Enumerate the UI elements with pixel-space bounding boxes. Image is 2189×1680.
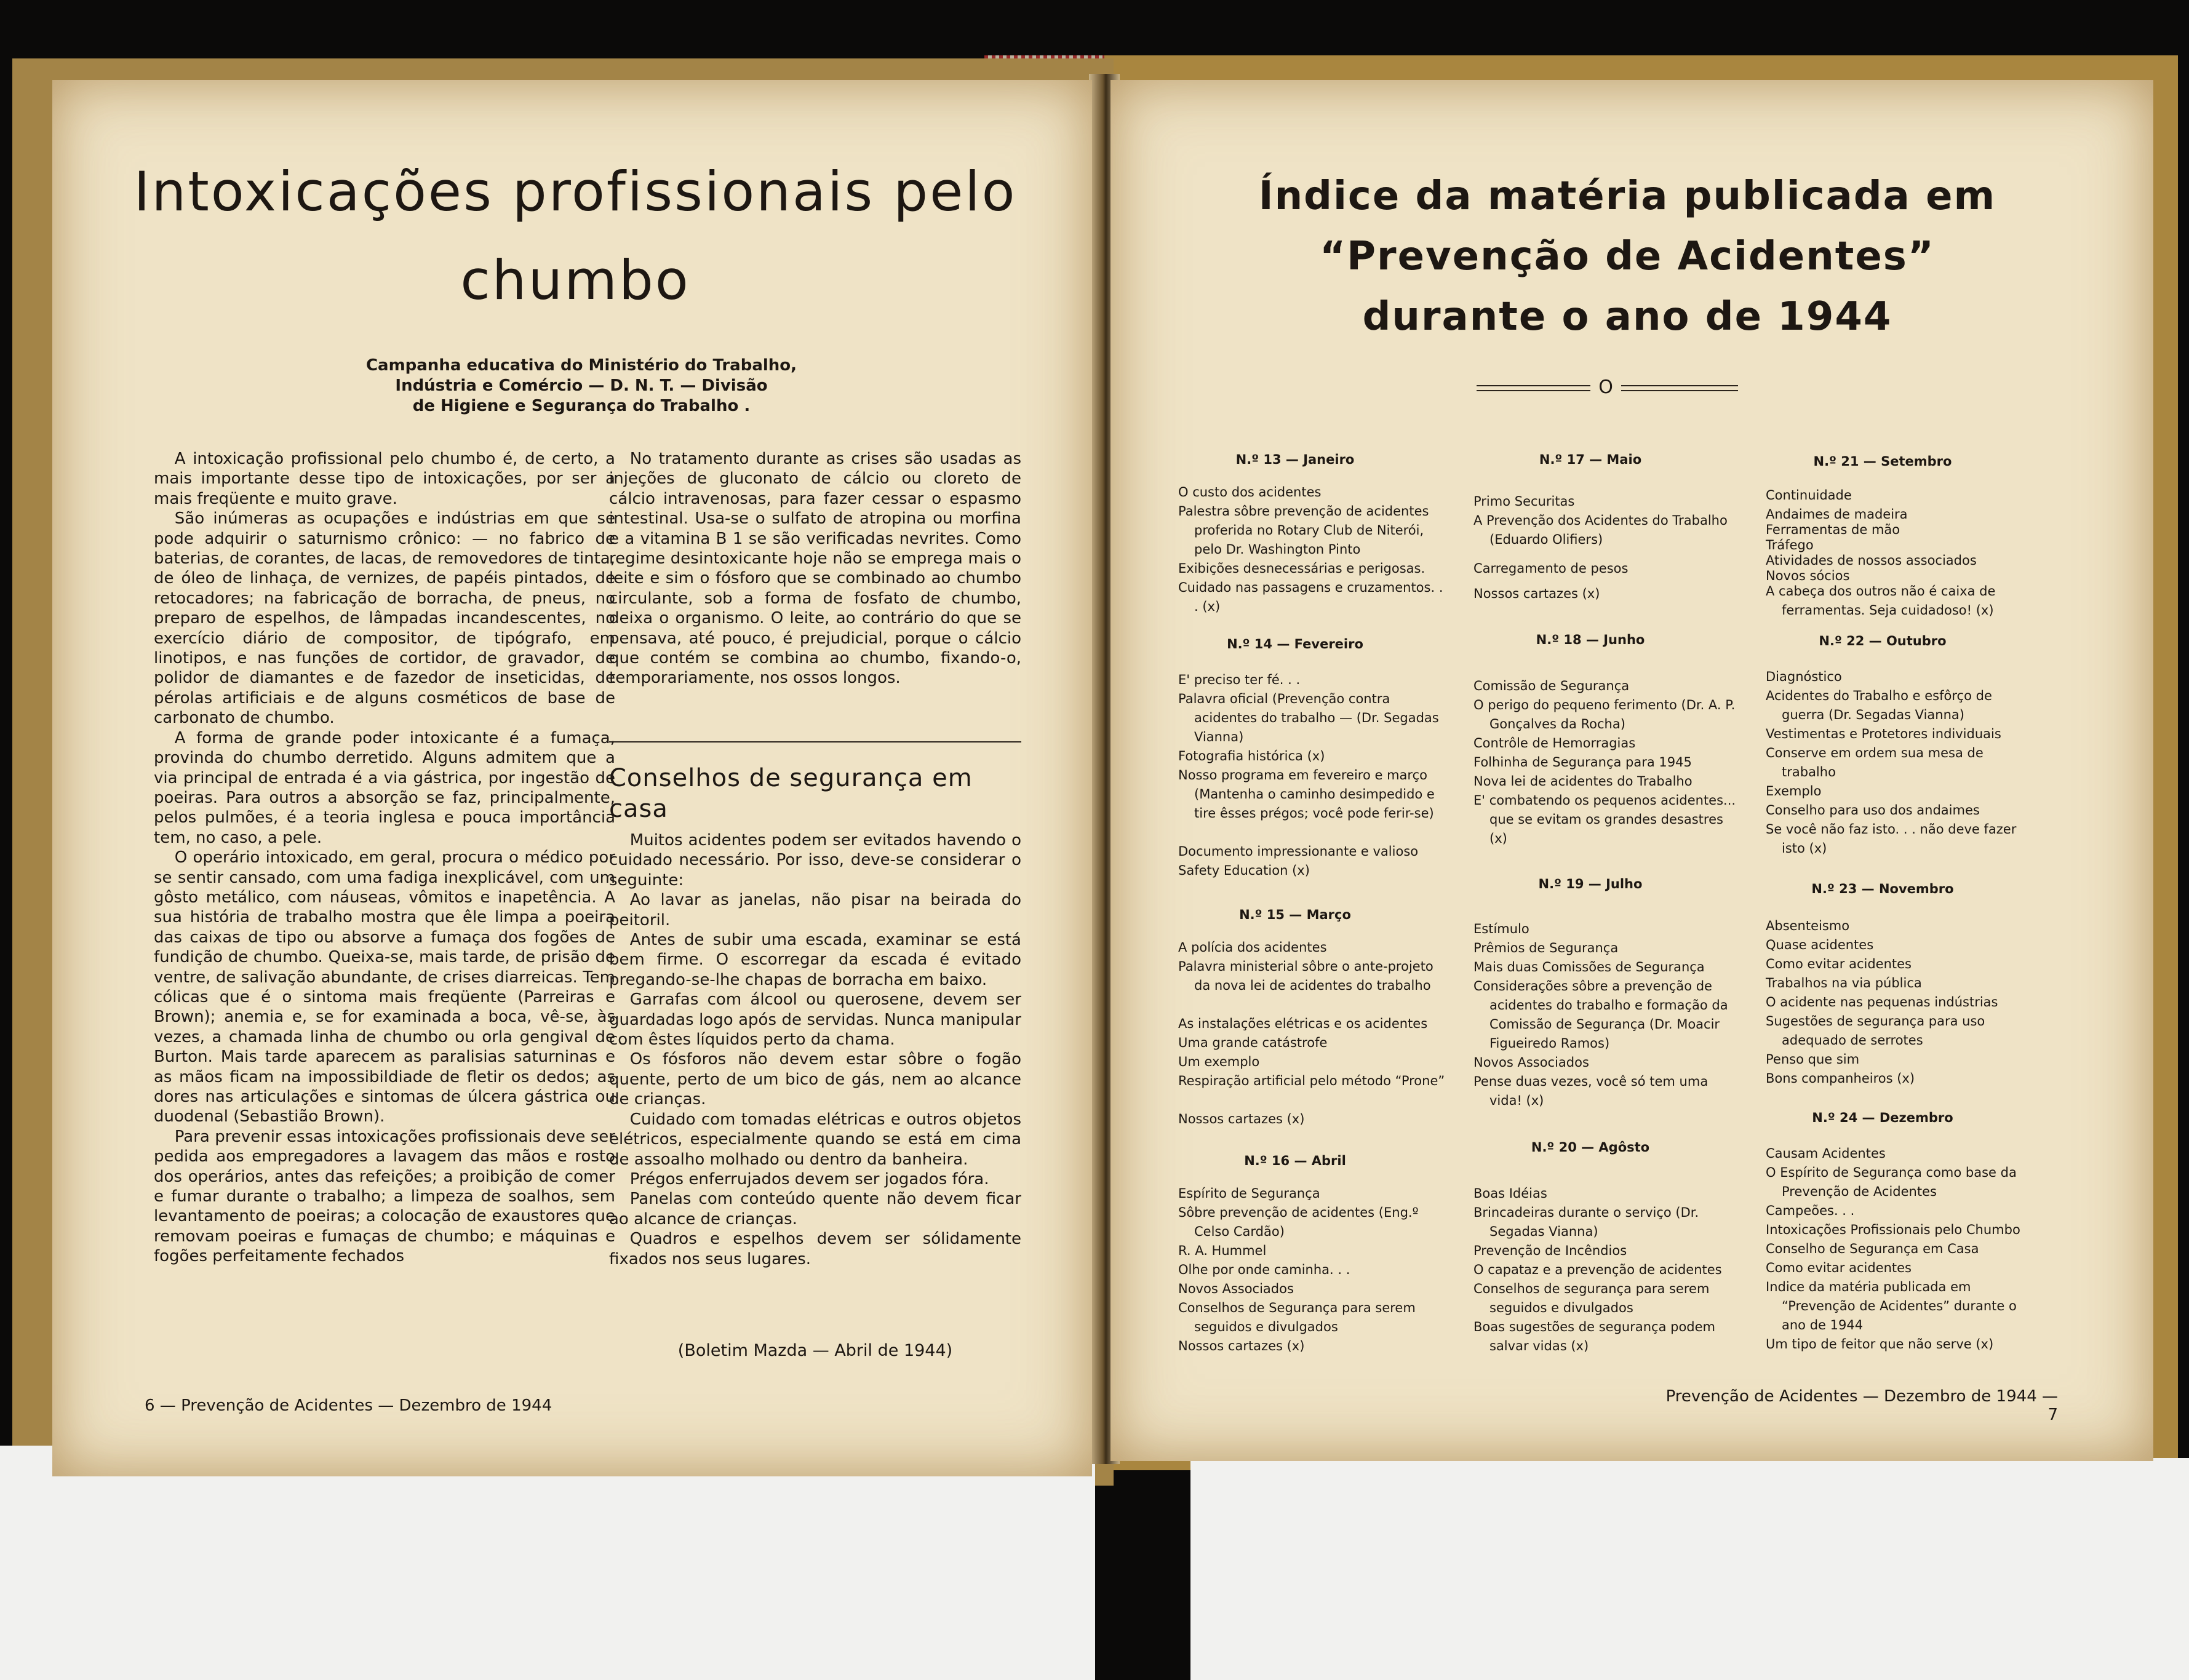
- issue-heading: N.º 13 — Janeiro: [1235, 452, 1355, 467]
- right-page: [1110, 80, 2153, 1461]
- section-title: Conselhos de segurança em casa: [609, 764, 973, 823]
- paragraph: Prégos enferrujados devem ser jogados fóra.: [629, 1169, 989, 1188]
- index-entry: Como evitar acidentes: [1766, 1260, 1912, 1275]
- index-entry: Considerações sôbre a prevenção de acidentes do trabalho e formação da Comissão de Segurança (Dr. Moacir Figueiredo Ramos): [1473, 979, 1728, 1051]
- index-entry: O acidente nas pequenas indústrias: [1766, 995, 1998, 1009]
- subtitle-line: Campanha educativa do Ministério do Trabalho,: [365, 356, 797, 375]
- paragraph: São inúmeras as ocupações e indústrias em que se pode adquirir o saturnismo crônico: — no fabrico de baterias, de corantes, de lacas, de removedores de tinta, de óleo de linhaça, de vernizes, de papéis pintados, de retocadores; na fabricação de borracha, de pneus, no preparo de espelhos, de lâmpadas incandescentes, no exercício diário de compositor, de tipógrafo, em linotipos, e nas funções de cortidor, de gravador, de polidor de diamantes e de fazedor de inseticidas, de pérolas artificiais e de alguns cosméticos de base de carbonato de chumbo.: [154, 509, 615, 728]
- index-entry: Nova lei de acidentes do Trabalho: [1473, 774, 1693, 789]
- section-rule: [609, 741, 1021, 742]
- index-entry: Exibições desnecessárias e perigosas.: [1178, 561, 1425, 576]
- paragraph: Os fósforos não devem estar sôbre o fogão quente, perto de um bico de gás, nem ao alcance de crianças.: [609, 1050, 1021, 1109]
- index-title-line: Índice da matéria publicada em: [1258, 173, 1996, 219]
- paragraph: Para prevenir essas intoxicações profissionais deve ser pedida aos empregadores a lavagem das mãos e rosto dos operários, antes das refeições; a proibição de comer e fumar durante o trabalho; a limpeza de soalhos, sem levantamento de poeiras; a colocação de exaustores que removam poeiras e fumaças de chumbo; e máquinas e fogões perfeitamente fechados: [154, 1127, 615, 1266]
- issue-heading: N.º 23 — Novembro: [1811, 882, 1954, 896]
- index-entry: Documento impressionante e valioso: [1178, 844, 1419, 859]
- page-footer: 6 — Prevenção de Acidentes — Dezembro de 1944: [145, 1396, 552, 1415]
- index-entry: Um tipo de feitor que não serve (x): [1766, 1337, 1994, 1352]
- index-entry: A polícia dos acidentes: [1178, 940, 1327, 955]
- index-entry: Uma grande catástrofe: [1178, 1035, 1328, 1050]
- index-entry: Prevenção de Incêndios: [1473, 1243, 1627, 1258]
- index-entry: Bons companheiros (x): [1766, 1071, 1915, 1086]
- index-entry: Quase acidentes: [1766, 938, 1874, 952]
- paragraph: A forma de grande poder intoxicante é a fumaça, provinda do chumbo derretido. Alguns admitem que a via principal de entrada é a via gástrica, por ingestão de poeiras. Para outros a absorção se faz, principalmente, pelos pulmões, é a teoria inglesa e pouca importância tem, no caso, a pele.: [154, 728, 615, 847]
- index-entry: Acidentes do Trabalho e esfôrço de guerra (Dr. Segadas Vianna): [1766, 688, 1992, 722]
- article-source: (Boletim Mazda — Abril de 1944): [677, 1341, 953, 1360]
- paragraph: Panelas com conteúdo quente não devem ficar ao alcance de crianças.: [609, 1190, 1021, 1228]
- index-entry: Carregamento de pesos: [1473, 561, 1629, 576]
- ornament-glyph: O: [1598, 376, 1613, 398]
- index-entry: Palavra ministerial sôbre o ante-projeto da nova lei de acidentes do trabalho: [1178, 959, 1433, 993]
- index-entry: Se você não faz isto. . . não deve fazer isto (x): [1766, 822, 2017, 856]
- index-title-line: “Prevenção de Acidentes”: [1320, 234, 1935, 279]
- index-entry: Novos Associados: [1178, 1281, 1294, 1296]
- page-footer: Prevenção de Acidentes — Dezembro de 1944 — 7: [1665, 1387, 2058, 1424]
- index-entry: Nossos cartazes (x): [1473, 586, 1600, 601]
- index-entry: Comissão de Segurança: [1473, 679, 1630, 693]
- subtitle-line: de Higiene e Segurança do Trabalho .: [412, 397, 751, 415]
- index-entry: As instalações elétricas e os acidentes: [1178, 1016, 1428, 1031]
- index-entry: Nosso programa em fevereiro e março (Mantenha o caminho desimpedido e tire êsses prégos; você pode ferir-se): [1178, 768, 1435, 821]
- index-entry: Trabalhos na via pública: [1766, 976, 1922, 990]
- index-entry: Conselhos de Segurança para serem seguidos e divulgados: [1178, 1300, 1416, 1334]
- white-strip-right: [1190, 1458, 2189, 1680]
- index-entry: Andaimes de madeira: [1766, 507, 1908, 522]
- issue-heading: N.º 22 — Outubro: [1819, 634, 1947, 648]
- paragraph: Antes de subir uma escada, examinar se está bem firme. O escorregar da escada é evitado pregando-se-lhe chapas de borracha em baixo.: [609, 931, 1021, 989]
- index-entry: Folhinha de Segurança para 1945: [1473, 755, 1692, 770]
- page-title: Intoxicações profissionais pelo chumbo: [134, 160, 1017, 312]
- index-title: [1184, 166, 2070, 347]
- white-strip-left: [0, 1446, 1095, 1680]
- index-entry: Contrôle de Hemorragias: [1473, 736, 1636, 750]
- index-entry: Cuidado nas passagens e cruzamentos. . . (x): [1178, 580, 1443, 614]
- paragraph: Garrafas com álcool ou querosene, devem ser guardadas logo após de servidas. Nunca manipular com êstes líquidos perto da chama.: [609, 990, 1021, 1049]
- index-entry: Palavra oficial (Prevenção contra acidentes do trabalho — (Dr. Segadas Vianna): [1178, 691, 1439, 744]
- index-entry: Olhe por onde caminha. . .: [1178, 1262, 1350, 1277]
- left-page: [52, 80, 1092, 1476]
- column-1: [154, 449, 615, 1267]
- index-entry: Novos Associados: [1473, 1055, 1589, 1070]
- index-entry: Como evitar acidentes: [1766, 957, 1912, 971]
- index-entry: Estímulo: [1473, 922, 1529, 936]
- issue-heading: N.º 17 — Maio: [1539, 452, 1642, 467]
- index-entry: Prêmios de Segurança: [1473, 941, 1619, 955]
- paragraph: O operário intoxicado, em geral, procura o médico por se sentir cansado, com uma fadiga inexplicável, com um gôsto metálico, com náuseas, vômitos e inapetência. A sua história de trabalho mostra que êle limpa a poeira das caixas de tipo ou absorve a fumaça dos fogões de fundição de chumbo. Queixa-se, mais tarde, de prisão de ventre, de salivação abundante, de crises diarreicas. Tem cólicas que é o sintoma mais freqüente (Parreiras e Brown); anemia e, se for examinada a boca, vê-se, às vezes, a chamada linha de chumbo ou orla gengival de Burton. Mais tarde aparecem as paralisias saturninas e as mãos ficam na impossibildiade de fletir os dedos; as dores nas articulações e sintomas de úlcera gástrica ou duodenal (Sebastião Brown).: [154, 848, 615, 1126]
- paragraph: Muitos acidentes podem ser evitados havendo o cuidado necessário. Por isso, deve-se considerar o seguinte:: [609, 831, 1021, 890]
- index-title-line: durante o ano de 1944: [1362, 294, 1892, 340]
- index-entry: A Prevenção dos Acidentes do Trabalho (Eduardo Olifiers): [1473, 513, 1728, 547]
- issue-heading: N.º 15 — Março: [1239, 907, 1351, 922]
- index-entry: Continuidade: [1766, 488, 1852, 503]
- index-entry: Exemplo: [1766, 784, 1822, 798]
- index-entry: Atividades de nossos associados: [1766, 553, 1977, 568]
- index-entry: Espírito de Segurança: [1178, 1186, 1320, 1201]
- index-entry: Ferramentas de mão: [1766, 522, 1900, 537]
- index-entry: Absenteismo: [1766, 918, 1850, 933]
- index-entry: Conserve em ordem sua mesa de trabalho: [1766, 746, 1984, 779]
- subtitle-block: [329, 356, 834, 416]
- column-2-top: [609, 449, 1021, 688]
- index-entry: O capataz e a prevenção de acidentes: [1473, 1262, 1722, 1277]
- index-entry: Brincadeiras durante o serviço (Dr. Segadas Vianna): [1473, 1205, 1699, 1239]
- index-entry: Fotografia histórica (x): [1178, 749, 1325, 763]
- index-entry: Campeões. . .: [1766, 1203, 1855, 1218]
- subtitle-line: Indústria e Comércio — D. N. T. — Divisão: [395, 376, 768, 395]
- column-2-section: [609, 830, 1021, 1269]
- issue-heading: N.º 24 — Dezembro: [1812, 1110, 1953, 1125]
- paragraph: Cuidado com tomadas elétricas e outros objetos elétricos, especialmente quando se está em cima de assoalho molhado ou dentro da banheira.: [609, 1110, 1021, 1169]
- index-entry: Boas Idéias: [1473, 1186, 1547, 1201]
- index-entry: O Espírito de Segurança como base da Prevenção de Acidentes: [1766, 1165, 2017, 1199]
- index-entry: Nossos cartazes (x): [1178, 1112, 1305, 1126]
- ornament-line: [1621, 385, 1738, 391]
- index-entry: O perigo do pequeno ferimento (Dr. A. P. Gonçalves da Rocha): [1473, 698, 1736, 731]
- index-entry: Intoxicações Profissionais pelo Chumbo: [1766, 1222, 2020, 1237]
- index-entry: Mais duas Comissões de Segurança: [1473, 960, 1705, 974]
- index-entry: Respiração artificial pelo método “Prone”: [1178, 1073, 1445, 1088]
- index-entry: E' preciso ter fé. . .: [1178, 672, 1301, 687]
- issue-heading: N.º 20 — Agôsto: [1531, 1140, 1650, 1155]
- index-entry: Vestimentas e Protetores individuais: [1766, 727, 2001, 741]
- index-entry: Primo Securitas: [1473, 494, 1575, 509]
- index-entry: O custo dos acidentes: [1178, 485, 1322, 500]
- index-entry: Pense duas vezes, você só tem uma vida! (x): [1473, 1074, 1709, 1108]
- index-entry: Nossos cartazes (x): [1178, 1339, 1305, 1353]
- paragraph: No tratamento durante as crises são usadas as injeções de gluconato de cálcio ou cloreto de cálcio intravenosas, para fazer cessar o espasmo intestinal. Usa-se o sulfato de atropina ou morfina e a vitamina B 1 se são verificadas nevrites. Como regime desintoxicante hoje não se emprega mais o leite e sim o fósforo que se combinado ao chumbo circulante, sob a forma de fosfato de chumbo, deixa o organismo. O leite, ao contrário do que se pensava, até pouco, é prejudicial, porque o cálcio que contém se combina ao chumbo, fixando-o, temporariamente, nos ossos longos.: [609, 450, 1021, 688]
- index-entry: Conselhos de segurança para serem seguidos e divulgados: [1473, 1281, 1710, 1315]
- issue-heading: N.º 19 — Julho: [1538, 877, 1643, 891]
- issue-heading: N.º 16 — Abril: [1244, 1153, 1346, 1168]
- index-entry: Conselho de Segurança em Casa: [1766, 1241, 1979, 1256]
- index-entry: Conselho para uso dos andaimes: [1766, 803, 1980, 818]
- index-entry: Novos sócios: [1766, 568, 1850, 583]
- index-entry: A cabeça dos outros não é caixa de ferramentas. Seja cuidadoso! (x): [1766, 584, 1996, 618]
- index-entry: Indice da matéria publicada em “Prevenção de Acidentes” durante o ano de 1944: [1766, 1280, 2017, 1332]
- index-entry: Palestra sôbre prevenção de acidentes proferida no Rotary Club de Niterói, pelo Dr. Washington Pinto: [1178, 504, 1429, 557]
- index-entry: E' combatendo os pequenos acidentes... que se evitam os grandes desastres (x): [1473, 793, 1736, 846]
- paragraph: Ao lavar as janelas, não pisar na beirada do peitoril.: [609, 891, 1021, 930]
- issue-heading: N.º 18 — Junho: [1536, 632, 1645, 647]
- index-entry: Um exemplo: [1178, 1054, 1260, 1069]
- paragraph: A intoxicação profissional pelo chumbo é, de certo, a mais importante desse tipo de intoxicações, por ser a mais freqüente e muito grave.: [154, 450, 615, 508]
- index-entry: Penso que sim: [1766, 1052, 1860, 1067]
- index-entry: Causam Acidentes: [1766, 1146, 1886, 1161]
- index-entry: Diagnóstico: [1766, 669, 1842, 684]
- title-ornament: [1477, 376, 1741, 399]
- issue-heading: N.º 14 — Fevereiro: [1227, 637, 1363, 651]
- index-entry: Sôbre prevenção de acidentes (Eng.º Celso Cardão): [1178, 1205, 1419, 1239]
- index-entry: Boas sugestões de segurança podem salvar vidas (x): [1473, 1320, 1716, 1353]
- ornament-line: [1477, 385, 1590, 391]
- index-entry: Sugestões de segurança para uso adequado de serrotes: [1766, 1014, 1985, 1048]
- index-entry: Safety Education (x): [1178, 863, 1310, 878]
- index-entry: Tráfego: [1766, 538, 1814, 552]
- index-entry: R. A. Hummel: [1178, 1243, 1267, 1258]
- issue-heading: N.º 21 — Setembro: [1813, 454, 1952, 469]
- paragraph: Quadros e espelhos devem ser sólidamente fixados nos seus lugares.: [609, 1230, 1021, 1268]
